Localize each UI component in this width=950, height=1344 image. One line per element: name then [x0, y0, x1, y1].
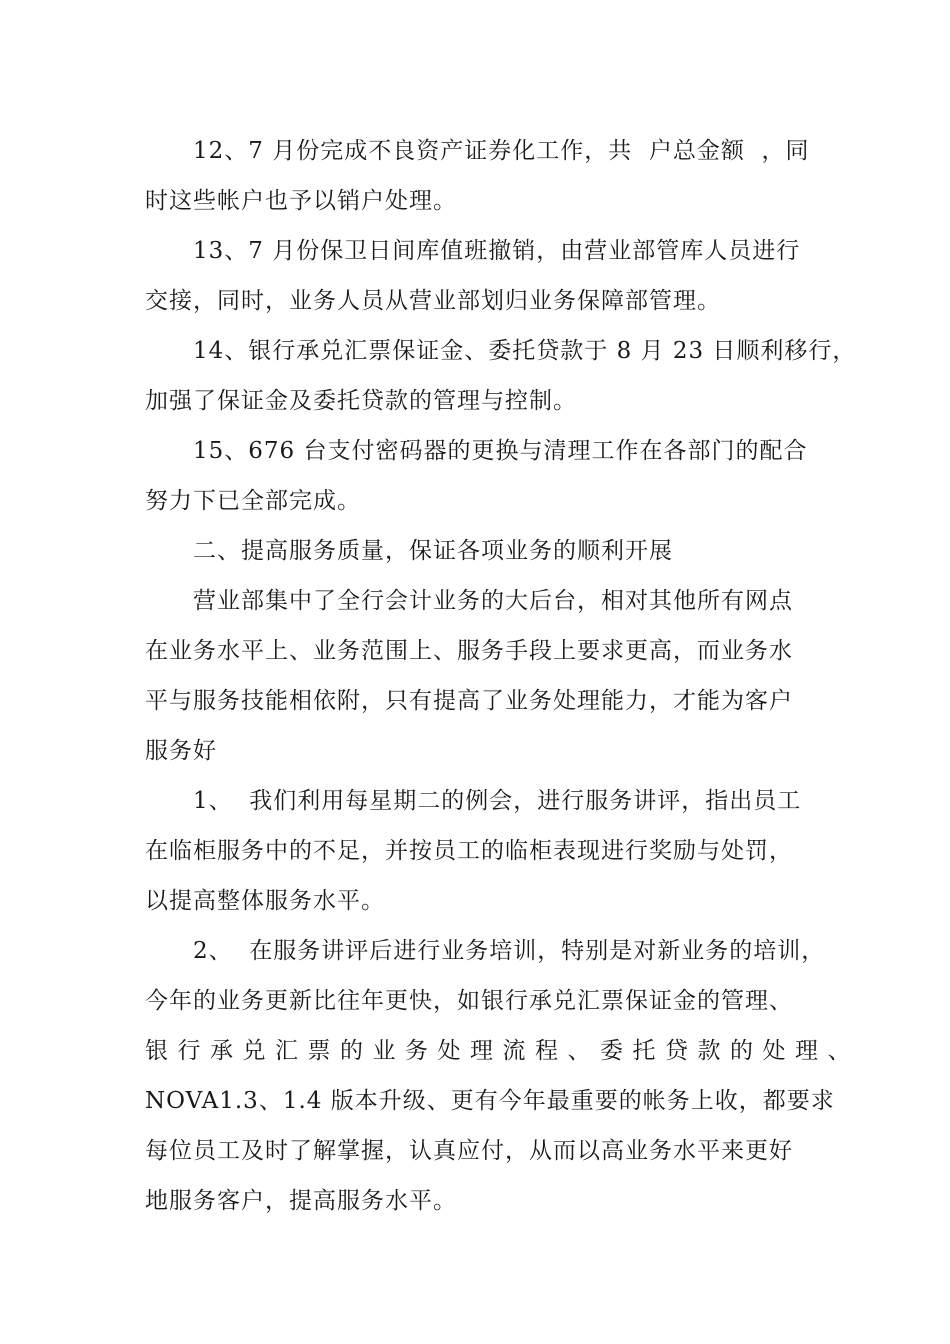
paragraph-line: 在业务水平上、业务范围上、服务手段上要求更高，而业务水 — [145, 638, 793, 664]
paragraph-line: 今年的业务更新比往年更快，如银行承兑汇票保证金的管理、 — [145, 988, 793, 1014]
paragraph-line: 时这些帐户也予以销户处理。 — [145, 188, 457, 214]
paragraph-line: 12、7 月份完成不良资产证券化工作，共 户总金额 ，同 — [193, 138, 810, 164]
paragraph-line: 在临柜服务中的不足，并按员工的临柜表现进行奖励与处罚， — [145, 838, 793, 864]
paragraph-line: 交接，同时，业务人员从营业部划归业务保障部管理。 — [145, 288, 721, 314]
paragraph-line: 努力下已全部完成。 — [145, 488, 361, 514]
paragraph-line: 以提高整体服务水平。 — [145, 888, 385, 914]
paragraph-line: 1、 我们利用每星期二的例会，进行服务讲评，指出员工 — [193, 788, 802, 814]
paragraph-line: 15、676 台支付密码器的更换与清理工作在各部门的配合 — [193, 438, 808, 464]
paragraph-line: 14、银行承兑汇票保证金、委托贷款于 8 月 23 日顺利移行， — [193, 338, 857, 364]
paragraph-line: 银行承兑汇票的业务处理流程、委托贷款的处理、 — [145, 1038, 860, 1064]
section-heading: 二、提高服务质量，保证各项业务的顺利开展 — [193, 538, 673, 564]
paragraph-line: 13、7 月份保卫日间库值班撤销，由营业部管库人员进行 — [193, 238, 801, 264]
paragraph-line: NOVA1.3、1.4 版本升级、更有今年最重要的帐务上收，都要求 — [145, 1088, 835, 1114]
paragraph-line: 加强了保证金及委托贷款的管理与控制。 — [145, 388, 577, 414]
paragraph-line: 地服务客户，提高服务水平。 — [145, 1188, 457, 1214]
paragraph-line: 平与服务技能相依附，只有提高了业务处理能力，才能为客户 — [145, 688, 793, 714]
paragraph-line: 每位员工及时了解掌握，认真应付，从而以高业务水平来更好 — [145, 1138, 793, 1164]
paragraph-line: 营业部集中了全行会计业务的大后台，相对其他所有网点 — [193, 588, 793, 614]
paragraph-line: 2、 在服务讲评后进行业务培训，特别是对新业务的培训， — [193, 938, 826, 964]
paragraph-line: 服务好 — [145, 738, 217, 764]
